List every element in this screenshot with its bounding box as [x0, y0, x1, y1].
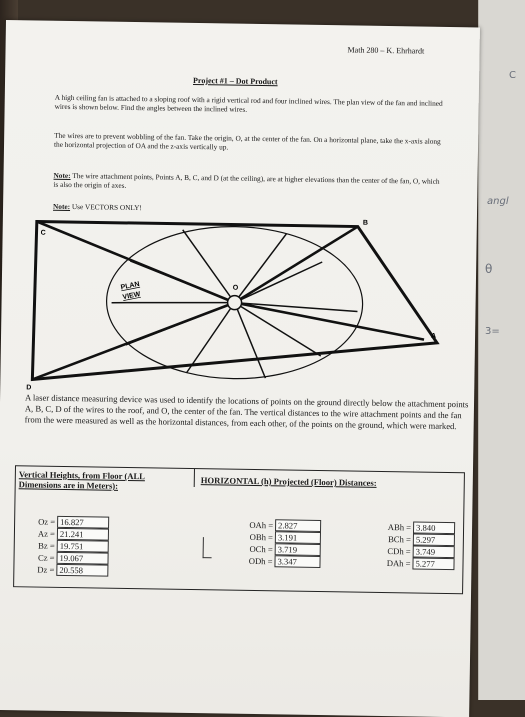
- bz-label: Bz =: [38, 540, 55, 551]
- wobble-paragraph: The wires are to prevent wobbling of the fan. Take the origin, O, at the center of the fan. On a horizontal plane, take the x-axis along the horizontal projection of OA and the z-axis vertically up.: [53, 130, 441, 152]
- dz-label: Dz =: [37, 564, 55, 575]
- cdh-value: 3.749: [413, 545, 455, 558]
- point-o-label: O: [232, 284, 239, 292]
- obh-value: 3.191: [275, 531, 321, 544]
- bz-value: 19.751: [57, 540, 109, 553]
- note-label: Note:: [53, 201, 71, 212]
- az-value: 21.241: [57, 528, 109, 541]
- dah-label: DAh =: [386, 558, 411, 569]
- measurements-table: [13, 465, 465, 594]
- wire-oa: [234, 303, 425, 340]
- dah-value: 5.277: [412, 557, 454, 570]
- bch-label: BCh =: [388, 534, 411, 545]
- worksheet-page: [0, 20, 480, 717]
- cz-value: 19.067: [56, 552, 108, 565]
- point-d-label: D: [26, 384, 32, 392]
- horizontal-distances-header: HORIZONTAL (h) Projected (Floor) Distances:: [200, 475, 377, 488]
- och-value: 3.719: [275, 543, 321, 556]
- oah-label: OAh =: [249, 519, 274, 531]
- odh-label: ODh =: [248, 555, 273, 567]
- margin-note-c: C: [509, 70, 516, 81]
- oz-label: Oz =: [38, 516, 56, 527]
- oah-value: 2.827: [275, 519, 321, 532]
- handwritten-bracket: [203, 537, 212, 558]
- course-header: Math 280 – K. Ehrhardt: [347, 45, 425, 56]
- view-label: VIEW: [122, 290, 141, 302]
- margin-note-three: 3=: [485, 326, 500, 337]
- fan-hub: [227, 296, 241, 310]
- az-label: Az =: [37, 528, 56, 539]
- point-c-label: C: [40, 229, 46, 237]
- obh-label: OBh =: [249, 531, 273, 543]
- project-title: Project #1 – Dot Product: [193, 75, 278, 87]
- vertical-heights-header: Vertical Heights, from Floor (ALL Dimensions are in Meters):: [18, 469, 146, 491]
- adjacent-sheet: [478, 0, 525, 700]
- note-attachment-points: [53, 171, 443, 196]
- point-b-label: B: [362, 219, 368, 227]
- margin-note-theta: θ: [485, 262, 493, 276]
- abh-value: 3.840: [413, 521, 455, 534]
- och-label: OCh =: [249, 543, 273, 555]
- note-text: Use VECTORS ONLY!: [71, 202, 142, 213]
- oz-value: 16.827: [57, 516, 109, 529]
- abh-label: ABh =: [387, 522, 412, 533]
- bch-value: 5.297: [413, 533, 455, 546]
- note-label: Note:: [53, 170, 71, 181]
- margin-note-angle: angl: [487, 196, 509, 207]
- odh-value: 3.347: [274, 555, 320, 568]
- cdh-label: CDh =: [387, 546, 411, 557]
- plan-view-diagram: [20, 211, 463, 398]
- cz-label: Cz =: [37, 552, 55, 563]
- intro-paragraph: A high ceiling fan is attached to a sloping roof with a rigid vertical rod and four inclined wires. The plan view of the fan and inclined wires is shown below. Find the angles between the inclined wires.: [54, 92, 443, 115]
- dz-value: 20.558: [56, 564, 108, 577]
- point-a-label: A: [431, 332, 437, 340]
- laser-paragraph: A laser distance measuring device was used to identify the locations of points on the ground directly below the attachment points A, B, C, D of the wires to the roof, and O, the center of the fan. The vertical distances to the wire attachment points and the fan from the were measured as well as the horizontal distances, from each other, of the points on the ground, which were marked.: [24, 392, 469, 432]
- note-text: The wire attachment points, Points A, B, C, and D (at the ceiling), are at higher elevations than the center of the fan, O, which is also the origin of axes.: [53, 171, 440, 191]
- plan-view-label: [120, 281, 142, 301]
- header-divider: [194, 469, 195, 487]
- plan-label: PLAN: [120, 280, 141, 292]
